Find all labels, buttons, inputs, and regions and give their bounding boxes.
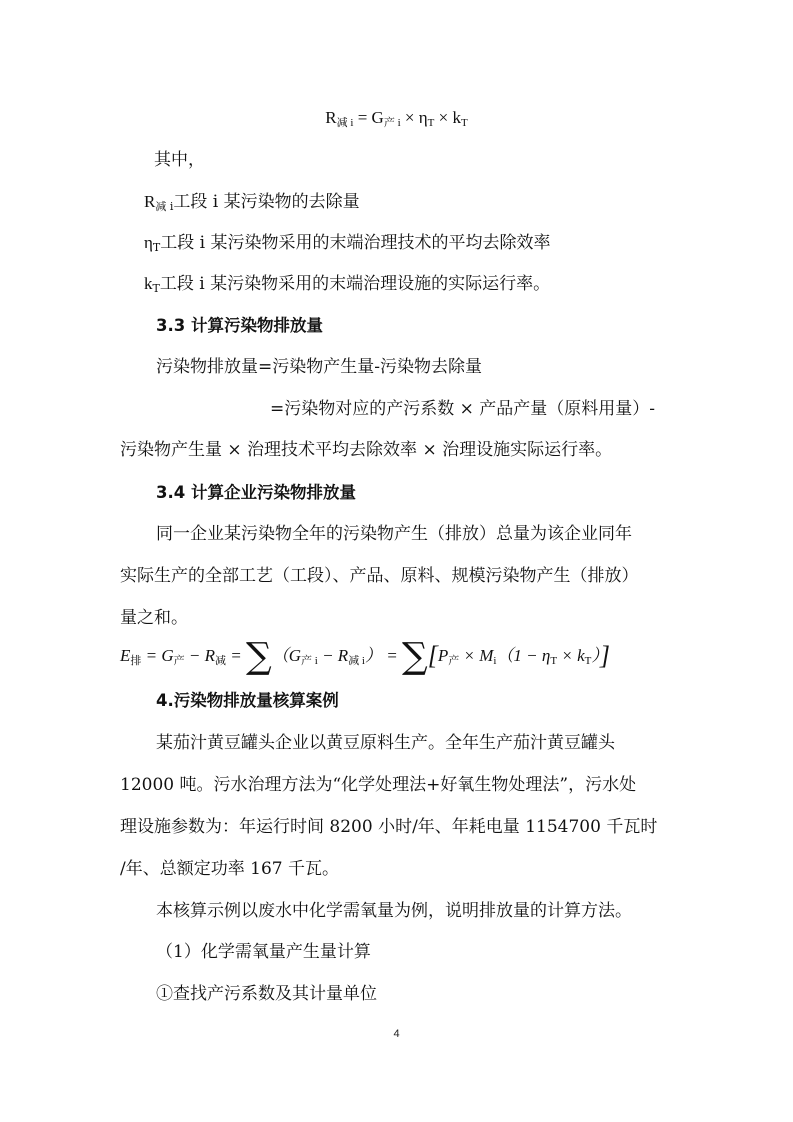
formula-symbol: k — [577, 646, 585, 665]
formula-subscript: T — [460, 117, 468, 129]
definition-removal — [144, 190, 360, 219]
formula-subscript: T — [427, 117, 435, 129]
definition-text: 工段 i 某污染物采用的末端治理技术的平均去除效率 — [160, 233, 551, 253]
formula-emission — [120, 636, 610, 677]
paragraph-line: /年、总额定功率 167 千瓦。 — [120, 859, 339, 879]
formula-subscript: 减 — [215, 655, 227, 667]
section-heading-3-4: 3.4 计算企业污染物排放量 — [156, 483, 356, 502]
formula-symbol: R — [325, 108, 337, 127]
paragraph-line: 实际生产的全部工艺（工段）、产品、原料、规模污染物产生（排放） — [120, 566, 639, 586]
formula-subscript: 产 i — [301, 655, 318, 667]
formula-operator: = — [353, 108, 372, 127]
formula-subscript: 减 i — [336, 117, 354, 129]
definition-subscript: T — [152, 282, 160, 295]
formula-operator: × — [459, 646, 480, 665]
formula-subscript: 产 i — [383, 117, 401, 129]
summation-symbol: ∑ — [401, 636, 428, 677]
formula-bracket: （ — [271, 646, 289, 665]
paragraph-line: 理设施参数为：年运行时间 8200 小时/年、年耗电量 1154700 千瓦时 — [120, 817, 658, 837]
definition-subscript: 减 i — [155, 200, 174, 213]
definition-symbol: R — [144, 192, 156, 211]
formula-operator: = — [141, 646, 162, 665]
formula-symbol: P — [437, 646, 449, 665]
formula-symbol: E — [120, 646, 131, 665]
page-number: 4 — [393, 1028, 400, 1040]
formula-bracket: ） — [365, 646, 382, 665]
formula-operator: = — [382, 646, 402, 665]
formula-operator: × — [400, 108, 419, 127]
formula-subscript: i — [493, 655, 497, 667]
formula-operator: × — [557, 646, 578, 665]
formula-symbol: R — [204, 646, 216, 665]
paragraph-line: 本核算示例以废水中化学需氧量为例，说明排放量的计算方法。 — [156, 901, 632, 921]
section-heading-4: 4.污染物排放量核算案例 — [156, 691, 339, 710]
formula-subscript: 减 i — [348, 655, 365, 667]
formula-operator: × — [434, 108, 453, 127]
paragraph-line: ①查找产污系数及其计量单位 — [156, 984, 377, 1004]
formula-subscript: 产 — [448, 655, 460, 667]
definition-symbol: k — [144, 274, 153, 293]
formula-symbol: M — [479, 646, 494, 665]
formula-symbol: η — [541, 646, 551, 665]
formula-symbol: R — [337, 646, 349, 665]
paragraph-line: （1）化学需氧量产生量计算 — [156, 942, 371, 962]
section-heading-3-3: 3.3 计算污染物排放量 — [156, 316, 323, 335]
paragraph-line: 污染物产生量 × 治理技术平均去除效率 × 治理设施实际运行率。 — [120, 440, 613, 460]
paragraph-line: 12000 吨。污水治理方法为“化学处理法+好氧生物处理法”，污水处 — [120, 775, 637, 795]
formula-operator: − — [317, 646, 338, 665]
paragraph-line: 某茄汁黄豆罐头企业以黄豆原料生产。全年生产茄汁黄豆罐头 — [156, 733, 615, 753]
summation-symbol: ∑ — [246, 636, 272, 677]
formula-bracket: ） — [591, 646, 600, 665]
formula-subscript: 排 — [130, 655, 142, 667]
paragraph-line: 同一企业某污染物全年的污染物产生（排放）总量为该企业同年 — [156, 524, 632, 544]
formula-bracket: （1 − — [496, 646, 542, 665]
definition-subscript: T — [152, 241, 161, 254]
formula-subscript: T — [550, 655, 558, 667]
definition-text: 工段 i 某污染物采用的末端治理设施的实际运行率。 — [159, 274, 551, 294]
definition-symbol: η — [144, 233, 153, 252]
formula-symbol: k — [452, 108, 461, 127]
definition-operation-rate — [144, 272, 550, 301]
formula-symbol: G — [371, 108, 384, 127]
where-label: 其中， — [154, 150, 205, 170]
formula-operator: − — [184, 646, 205, 665]
paragraph-line: 量之和。 — [120, 608, 188, 628]
formula-subscript: 产 — [173, 655, 185, 667]
formula-symbol: G — [288, 646, 301, 665]
paragraph-line: =污染物对应的产污系数 × 产品产量（原料用量）- — [270, 399, 656, 419]
definition-efficiency — [144, 231, 550, 260]
formula-bracket: [ — [427, 641, 438, 670]
formula-symbol: G — [161, 646, 174, 665]
formula-operator: = — [226, 646, 247, 665]
paragraph-line: 污染物排放量=污染物产生量-污染物去除量 — [156, 357, 482, 377]
formula-removal — [0, 106, 793, 135]
formula-subscript: T — [584, 655, 592, 667]
formula-symbol: η — [418, 108, 428, 127]
formula-bracket: ] — [599, 641, 610, 670]
definition-text: 工段 i 某污染物的去除量 — [173, 192, 360, 212]
